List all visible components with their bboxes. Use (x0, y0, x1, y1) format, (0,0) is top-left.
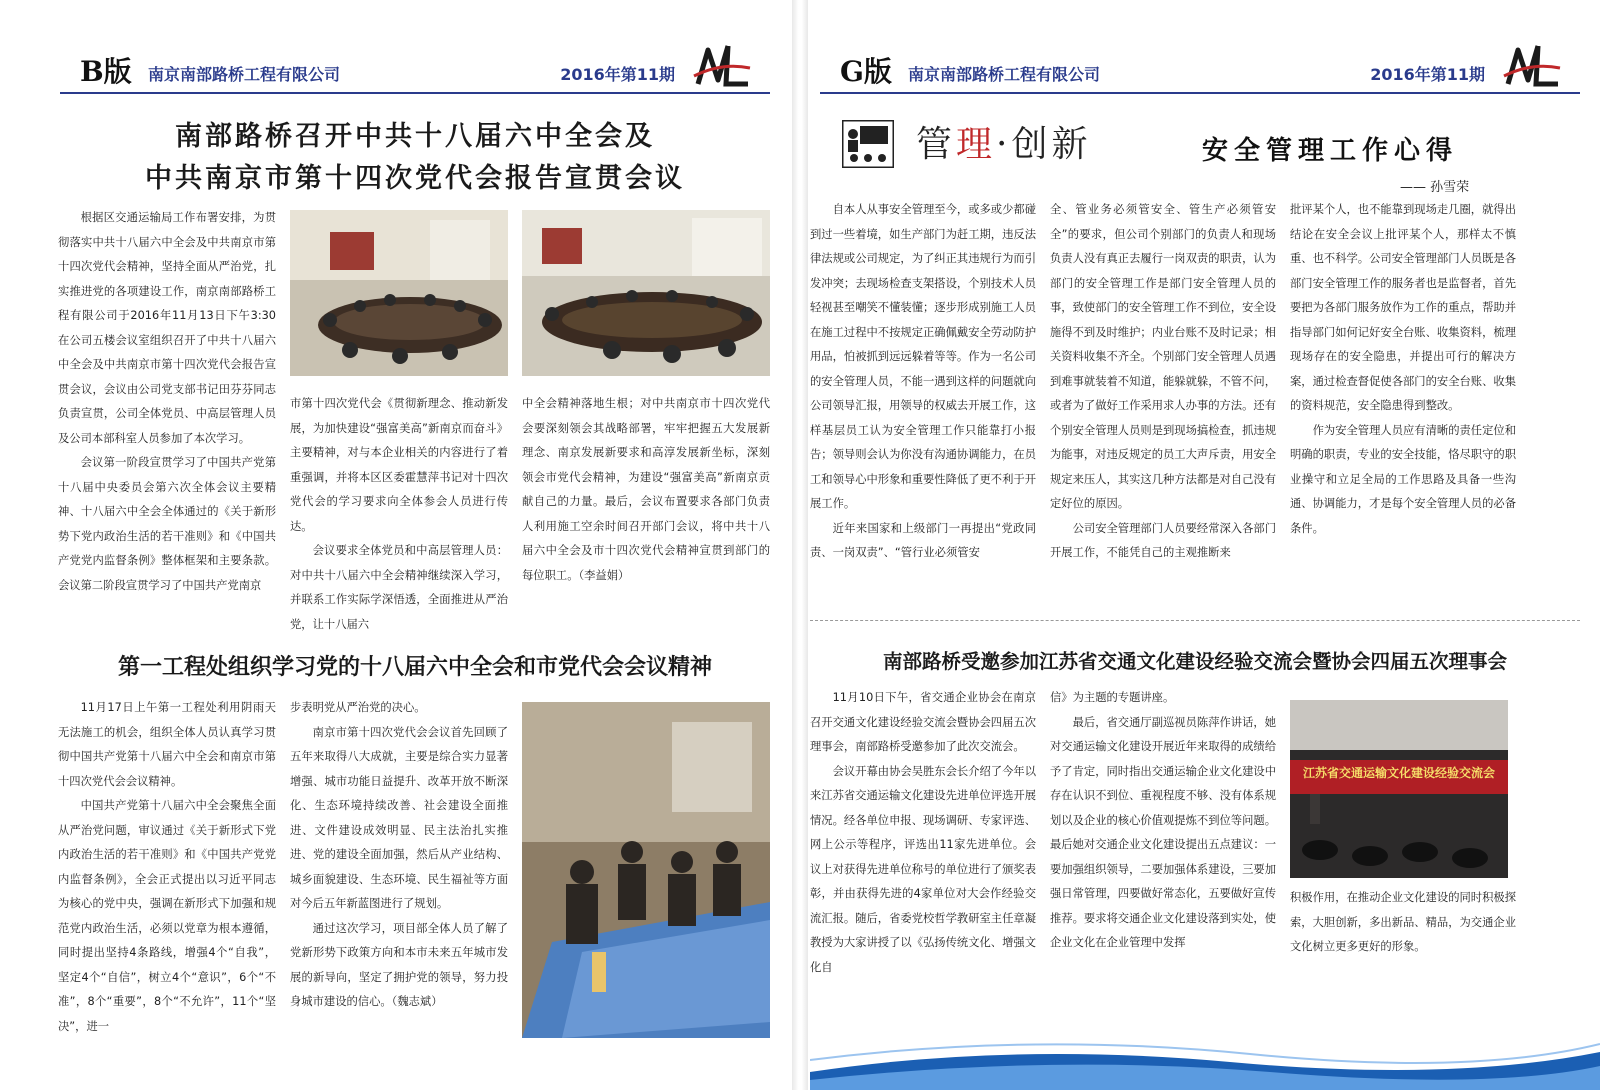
essay-col3 (1290, 198, 1516, 598)
paragraph: 会议开幕由协会吴胜东会长介绍了今年以来江苏省交通运输文化建设先进单位评选开展情况。经各单位申报、现场调研、专家评选、网上公示等程序，评选出11家先进单位。会议上对获得先进单位称号的单位进行了颁奖表彰，并由获得先进的4家单位对大会作经验交流汇报。随后，省委党校哲学教研室主任章凝教授为大家讲授了以《弘扬传统文化、增强文化自 (810, 764, 1036, 974)
paragraph: 11月10日下午，省交通企业协会在南京召开交通文化建设经验交流会暨协会四届五次理事会，南部路桥受邀参加了此次交流会。 (810, 691, 1036, 753)
left-page (0, 0, 790, 1090)
paragraph: 近年来国家和上级部门一再提出“党政同责、一岗双责”、“管行业必须管安 (810, 521, 1036, 559)
issue-number: 2016年第11期 (560, 65, 675, 84)
article2-col2 (290, 696, 508, 1046)
section-divider (810, 620, 1580, 621)
paragraph: 通过这次学习，项目部全体人员了解了党新形势下政策方向和本市未来五年城市发展的新导向，坚定了拥护党的领导，努力投身城市建设的信心。（魏志斌） (290, 921, 508, 1008)
paragraph: 批评某个人，也不能靠到现场走几圈，就得出结论在安全会议上批评某个人，那样太不慎重、也不科学。公司安全管理部门人员既是各部门安全管理工作的服务者也是监督者，首先要把为各部门服务放作为工作的重点，帮助并指导部门如何记好安全台账、收集资料，梳理现场存在的安全隐患，并提出可行的解决方案，通过检查督促使各部门的安全台账、收集的资料规范，安全隐患得到整改。 (1290, 203, 1516, 412)
paragraph: 会议要求全体党员和中高层管理人员：对中共十八届六中全会精神继续深入学习，并联系工作实际学深悟透，全面推进从严治党，让十八届六 (290, 544, 508, 631)
paragraph: 最后，省交通厅副巡视员陈萍作讲话，她对交通运输文化建设开展近年来取得的成绩给予了肯定，同时指出交通运输企业文化建设中存在认识不到位、重视程度不够、没有体系规划以及企业的核心价值观提炼不到位等问题。最后她对交通企业文化建设提出五点建议：一要加强组织领导，二要加强体系建设，三要加强日常管理，四要做好常态化，五要做好宣传推荐。要求将交通企业文化建设落到实处，使企业文化在企业管理中发挥 (1050, 715, 1276, 949)
footer-wave (810, 1032, 1600, 1090)
nl-logo-icon (692, 40, 752, 92)
essay-col1 (810, 198, 1036, 598)
paragraph: 中国共产党第十八届六中全会聚焦全面从严治党问题，审议通过《关于新形式下党内政治生活的若干准则》和《中国共产党党内监督条例》，全会正式提出以习近平同志为核心的党中央，强调在新形式下加强和规范党内政治生活，必须以党章为根本遵循，同时提出坚持4条路线，增强4个“自我”，坚定4个“自信”，树立4个“意识”，6个“不准”，8个“重要”，8个“不允许”，11个“坚决”，进一 (58, 799, 276, 1033)
article1-col3 (522, 392, 770, 628)
nl-logo-icon (1502, 40, 1562, 92)
paragraph: 自本人从事安全管理至今，或多或少都碰到过一些着境，如生产部门为赶工期，违反法律法规或公司规定，为了纠正其违规行为而引发冲突；去现场检查支架搭设，个别技术人员轻视甚至嘲笑不懂装懂；逐步形成别施工人员在施工过程中不按规定正确佩戴安全劳动防护用品，怕被抓到远远躲着等等。作为一名公司的安全管理人员，不能一遇到这样的问题就向公司领导汇报，用领导的权威去开展工作，这样基层员工认为安全管理工作只能靠打小报告；领导则会认为你没有沟通协调能力，在员工和领导心中形象和重要性降低了更不利于开展工作。 (810, 203, 1036, 510)
paragraph: 中全会精神落地生根；对中共南京市十四次党代会要深刻领会其战略部署，牢牢把握五大发展新理念、南京发展新要求和高淳发展新坐标，深刻领会市党代会精神，为建设“强富美高”新南京贡献自己的力量。最后，会议布置要求各部门负责人利用施工空余时间召开部门会议，将中共十八届六中全会及市十四次党代会精神宣贯到部门的每位职工。（李益娟） (522, 397, 770, 582)
headline-line-1: 南部路桥召开中共十八届六中全会及 (175, 121, 655, 152)
conference-col2 (1050, 686, 1276, 1026)
headline-line-2: 中共南京市第十四次党代会报告宣贯会议 (145, 163, 685, 194)
article1-col1 (58, 206, 276, 626)
section-title-part: 管 (916, 124, 957, 165)
section-title-accent: 理 (956, 124, 997, 165)
masthead-rule (60, 92, 770, 94)
paragraph: 会议第一阶段宣贯学习了中国共产党第十八届中央委员会第六次全体会议主要精神、十八届六中全会全体通过的《关于新形势下党内政治生活的若干准则》和《中国共产党党内监督条例》整体框架和主要条款。会议第二阶段宣贯学习了中国共产党南京 (58, 456, 276, 592)
section-title-part: ·创新 (996, 124, 1092, 165)
paragraph: 步表明党从严治党的决心。 (290, 701, 426, 714)
article2-col1 (58, 696, 276, 1046)
edition-label: G版 (840, 55, 892, 88)
paragraph: 全、管业务必须管安全、管生产必须管安全”的要求，但公司个别部门的负责人和现场负责人没有真正去履行一岗双责的职责，认为部门的安全管理工作是部门安全管理人员的事，致使部门的安全管理工作不到位，安全设施得不到及时维护；内业台账不及时记录；相关资料收集不齐全。个别部门安全管理人员遇到难事就装着不知道，能躲就躲，不管不问，或者为了做好工作采用求人办事的方法。还有个别安全管理人员则是到现场搞检查，抓违规为能事，对违反规定的员工大声斥责，用安全规定来压人，其实这几种方法都是对自己没有定好位的原因。 (1050, 203, 1276, 510)
company-name: 南京南部路桥工程有限公司 (148, 65, 341, 84)
paragraph: 信》为主题的专题讲座。 (1050, 691, 1175, 704)
paragraph: 市第十四次党代会《贯彻新理念、推动新发展，为加快建设“强富美高”新南京而奋斗》主要精神，对与本企业相关的内容进行了着重强调，并将本区区委霍慧萍书记对十四次党代会的学习要求向全体参会人员进行传达。 (290, 397, 508, 533)
conference-banner-text: 江苏省交通运输文化建设经验交流会 (1302, 766, 1495, 780)
paragraph: 南京市第十四次党代会会议首先回顾了五年来取得八大成就，主要是综合实力显著增强、城市功能日益提升、改革开放不断深化、生态环境持续改善、社会建设全面推进、文件建设成效明显、民主法治扎实推进、党的建设全面加强，然后从产业结构、城乡面貌建设、生态环境、民生福祉等方面对今后五年新蓝图进行了规划。 (290, 725, 508, 910)
company-name: 南京南部路桥工程有限公司 (908, 65, 1101, 84)
study-photo (522, 702, 770, 1038)
essay-title: 安全管理工作心得 (1202, 136, 1459, 166)
edition-label: B版 (80, 55, 132, 88)
issue-number: 2016年第11期 (1370, 65, 1485, 84)
headline-second: 第一工程处组织学习党的十八届六中全会和市党代会会议精神 (117, 655, 712, 680)
masthead-rule (820, 92, 1580, 94)
meeting-photo-1 (290, 210, 508, 376)
conference-col3 (1290, 886, 1516, 996)
headline-conference: 南部路桥受邀参加江苏省交通文化建设经验交流会暨协会四届五次理事会 (882, 650, 1507, 673)
meeting-photo-2 (522, 210, 770, 376)
paragraph: 根据区交通运输局工作布署安排，为贯彻落实中共十八届六中全会及中共南京市第十四次党代会精神，坚持全面从严治党，扎实推进党的各项建设工作，南京南部路桥工程有限公司于2016年11月13日下午3:30在公司五楼会议室组织召开了中共十八届六中全会及中共南京市第十四次党代会报告宣贯会议，会议由公司党支部书记田芬芬同志负责宣贯，公司全体党员、中高层管理人员及公司本部科室人员参加了本次学习。 (58, 211, 276, 445)
masthead-left (60, 40, 770, 94)
masthead-right (820, 40, 1580, 94)
section-title (916, 116, 1091, 167)
right-page (810, 0, 1600, 1090)
essay-byline: —— 孙雪荣 (1400, 180, 1470, 195)
paragraph: 积极作用，在推动企业文化建设的同时积极探索，大胆创新，多出新品、精品，为交通企业文化树立更多更好的形象。 (1290, 891, 1516, 953)
headline-main (60, 116, 770, 200)
paragraph: 作为安全管理人员应有清晰的责任定位和明确的职责，专业的安全技能，恪尽职守的职业操守和立足全局的工作思路及具备一些沟通、协调能力，才是每个安全管理人员的必备条件。 (1290, 423, 1516, 535)
article1-col2 (290, 392, 508, 631)
presentation-icon (842, 120, 894, 168)
conference-photo (1290, 700, 1508, 878)
page-spine (792, 0, 808, 1090)
essay-col2 (1050, 198, 1276, 598)
paragraph: 11月17日上午第一工程处利用阴雨天无法施工的机会，组织全体人员认真学习贯彻中国共产党第十八届六中全会和南京市第十四次党代会会议精神。 (58, 701, 276, 788)
paragraph: 公司安全管理部门人员要经常深入各部门开展工作，不能凭自己的主观推断来 (1050, 521, 1276, 559)
conference-col1 (810, 686, 1036, 1026)
